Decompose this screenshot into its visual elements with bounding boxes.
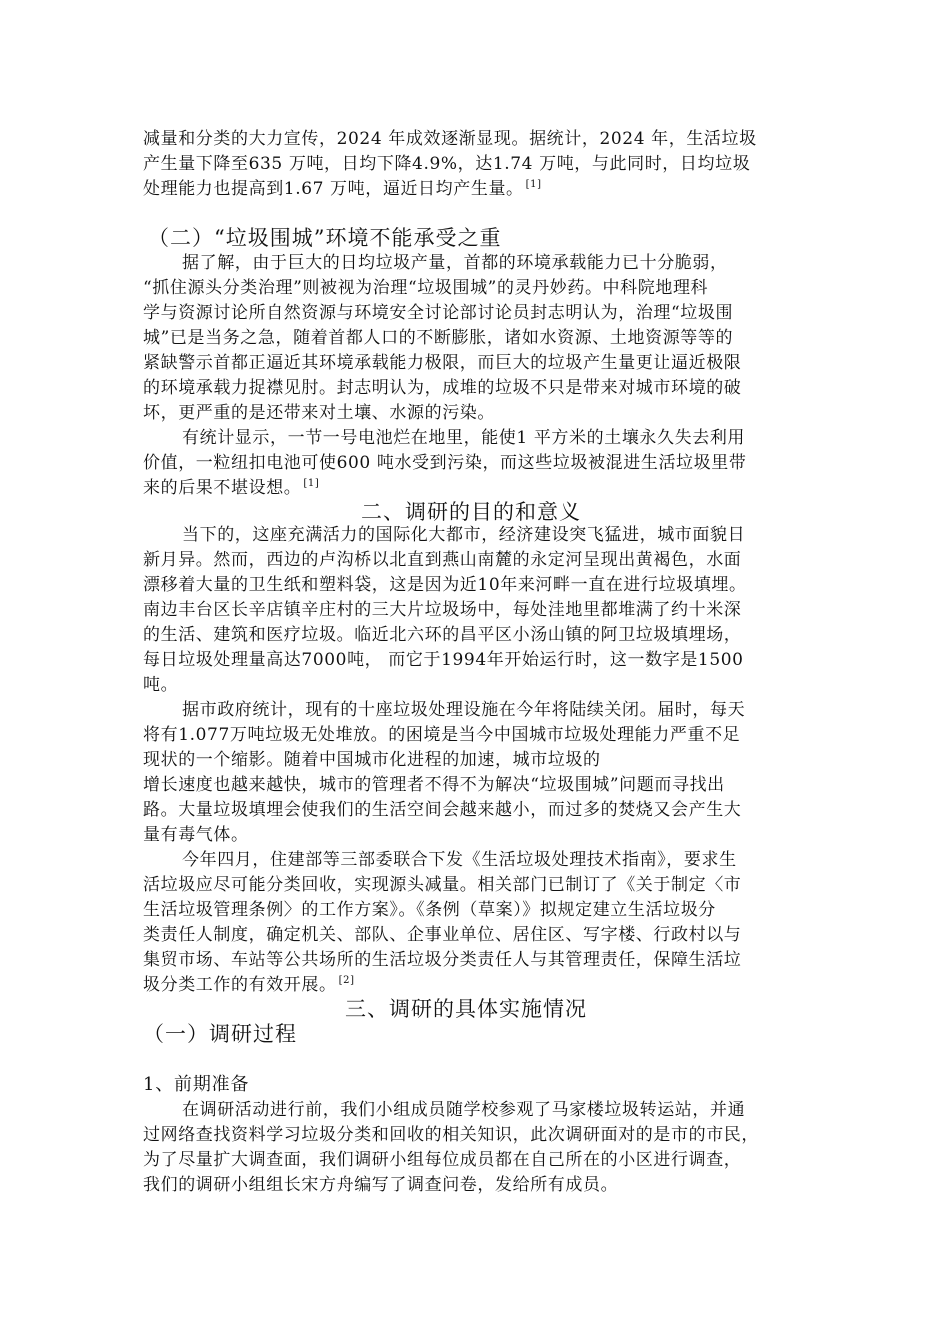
- citation: [2]: [338, 975, 355, 987]
- paragraph-line: 漂移着大量的卫生纸和塑料袋，这是因为近10年来河畔一直在进行垃圾填埋。: [143, 575, 747, 595]
- paragraph-line: 过网络查找资料学习垃圾分类和回收的相关知识，此次调研面对的是市的市民，: [143, 1125, 759, 1145]
- paragraph-line: 圾分类工作的有效开展。 [2]: [143, 975, 355, 995]
- chapter-heading: 二、调研的目的和意义: [361, 500, 581, 524]
- paragraph-line: 每日垃圾处理量高达7000吨， 而它于1994年开始运行时，这一数字是1500: [143, 650, 744, 670]
- paragraph-line: 量有毒气体。: [143, 825, 249, 845]
- paragraph-line: 有统计显示，一节一号电池烂在地里，能使1 平方米的土壤永久失去利用: [182, 428, 746, 448]
- paragraph-line: 路。大量垃圾填埋会使我们的生活空间会越来越小，而过多的焚烧又会产生大: [143, 800, 742, 820]
- intro-line: 产生量下降至635 万吨，日均下降4.9%，达1.74 万吨，与此同时，日均垃圾: [143, 154, 751, 174]
- paragraph-line: 的生活、建筑和医疗垃圾。临近北六环的昌平区小汤山镇的阿卫垃圾填埋场，: [143, 625, 742, 645]
- paragraph-line: 今年四月，住建部等三部委联合下发《生活垃圾处理技术指南》，要求生: [182, 850, 737, 870]
- paragraph-line: “抓住源头分类治理”则被视为治理“垃圾围城”的灵丹妙药。中科院地理科: [143, 278, 709, 298]
- section-heading: （二）“垃圾围城”环境不能承受之重: [148, 226, 502, 250]
- paragraph-line: 活垃圾应尽可能分类回收，实现源头减量。相关部门已制订了《关于制定〈市: [143, 875, 742, 895]
- intro-line: 处理能力也提高到1.67 万吨，逼近日均产生量。 [1]: [143, 179, 542, 199]
- paragraph-line: 为了尽量扩大调查面，我们调研小组每位成员都在自己所在的小区进行调查，: [143, 1150, 742, 1170]
- paragraph-line: 南边丰台区长辛店镇辛庄村的三大片垃圾场中，每处洼地里都堆满了约十米深: [143, 600, 742, 620]
- paragraph-line: 吨。: [143, 675, 179, 695]
- paragraph-line: 据市政府统计，现有的十座垃圾处理设施在今年将陆续关闭。届时，每天: [182, 700, 746, 720]
- paragraph-line: 在调研活动进行前，我们小组成员随学校参观了马家楼垃圾转运站，并通: [182, 1100, 746, 1120]
- subsection-heading: （一）调研过程: [143, 1022, 297, 1046]
- paragraph-line: 紧缺警示首都正逼近其环境承载能力极限，而巨大的垃圾产生量更让逼近极限: [143, 353, 742, 373]
- paragraph-line: 新月异。然而，西边的卢沟桥以北直到燕山南麓的永定河呈现出黄褐色，水面: [143, 550, 742, 570]
- paragraph-line: 生活垃圾管理条例〉的工作方案》。《条例（草案）》拟规定建立生活垃圾分: [143, 900, 716, 920]
- paragraph-line: 坏，更严重的是还带来对土壤、水源的污染。: [143, 403, 495, 423]
- paragraph-line: 价值，一粒纽扣电池可使600 吨水受到污染，而这些垃圾被混进生活垃圾里带: [143, 453, 747, 473]
- subsubsection-heading: 1、前期准备: [143, 1074, 250, 1095]
- citation: [1]: [303, 478, 320, 490]
- paragraph-line: 学与资源讨论所自然资源与环境安全讨论部讨论员封志明认为，治理“垃圾围: [143, 303, 734, 323]
- intro-line: 减量和分类的大力宣传，2024 年成效逐渐显现。据统计，2024 年，生活垃圾: [143, 129, 757, 149]
- paragraph-line: 集贸市场、车站等公共场所的生活垃圾分类责任人与其管理责任，保障生活垃: [143, 950, 742, 970]
- paragraph-line: 来的后果不堪设想。 [1]: [143, 478, 320, 498]
- paragraph-line: 据了解，由于巨大的日均垃圾产量，首都的环境承载能力已十分脆弱，: [182, 253, 728, 273]
- paragraph-line: 将有1.077万吨垃圾无处堆放。的困境是当今中国城市垃圾处理能力严重不足: [143, 725, 741, 745]
- paragraph-line: 现状的一个缩影。随着中国城市化进程的加速，城市垃圾的: [143, 750, 601, 770]
- chapter-heading: 三、调研的具体实施情况: [345, 997, 587, 1021]
- paragraph-line: 的环境承载力捉襟见肘。封志明认为，成堆的垃圾不只是带来对城市环境的破: [143, 378, 742, 398]
- paragraph-line: 增长速度也越来越快，城市的管理者不得不为解决“垃圾围城”问题而寻找出: [143, 775, 725, 795]
- paragraph-line: 城”已是当务之急，随着首都人口的不断膨胀，诸如水资源、土地资源等等的: [143, 328, 734, 348]
- paragraph-line: 我们的调研小组组长宋方舟编写了调查问卷，发给所有成员。: [143, 1175, 619, 1195]
- citation: [1]: [525, 179, 542, 191]
- paragraph-line: 类责任人制度，确定机关、部队、企事业单位、居住区、写字楼、行政村以与: [143, 925, 742, 945]
- paragraph-line: 当下的，这座充满活力的国际化大都市，经济建设突飞猛进，城市面貌日: [182, 525, 746, 545]
